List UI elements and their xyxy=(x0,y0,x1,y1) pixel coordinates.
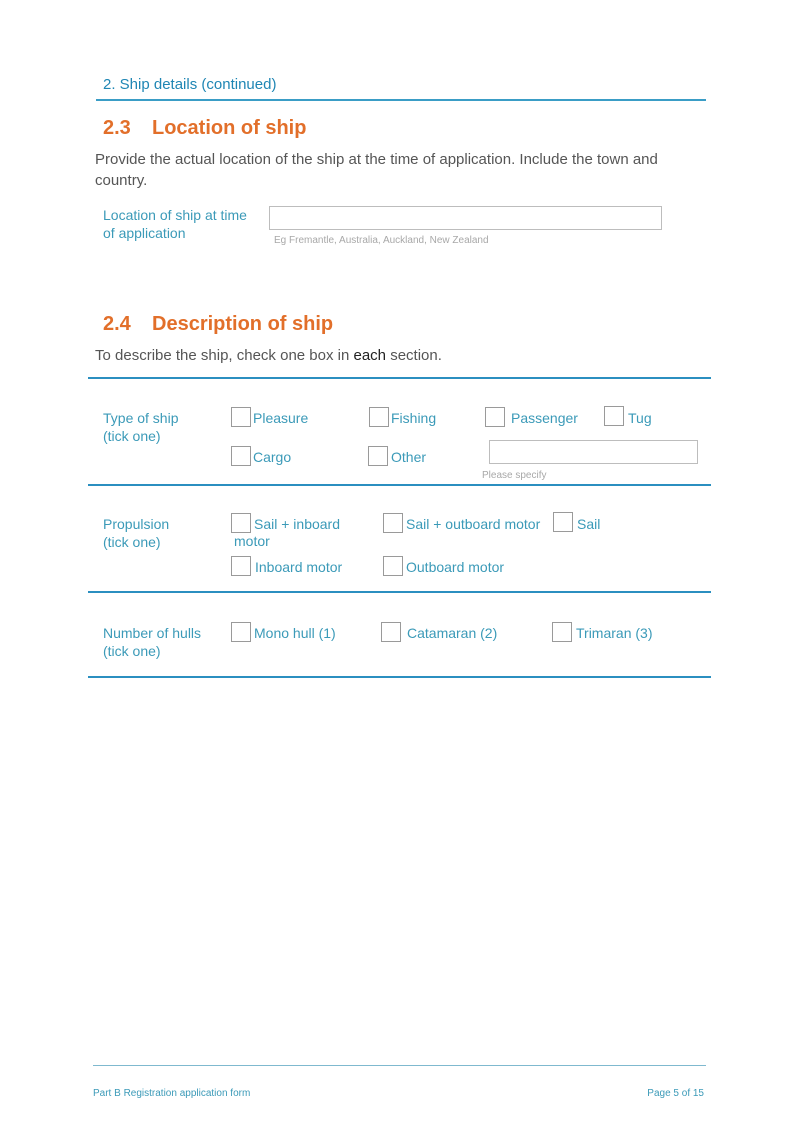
checkbox[interactable] xyxy=(381,622,401,642)
checkbox[interactable] xyxy=(231,446,251,466)
location-field-label xyxy=(103,206,247,242)
option-sail-inboard-wrap: motor xyxy=(234,533,270,549)
hulls-bottom-rule xyxy=(88,676,711,678)
intro-text: To describe the ship, check one box in xyxy=(95,347,354,364)
header-divider xyxy=(96,99,706,101)
propulsion-label-line2: (tick one) xyxy=(103,534,161,550)
location-heading xyxy=(103,117,306,140)
table-top-rule xyxy=(88,377,711,379)
option-pleasure[interactable] xyxy=(231,407,308,427)
type-of-ship-label xyxy=(103,409,179,445)
footer-divider xyxy=(93,1065,706,1066)
option-label: Sail xyxy=(577,516,601,532)
option-trimaran[interactable] xyxy=(552,622,653,642)
option-label: Sail + inboard xyxy=(254,516,341,532)
description-intro xyxy=(95,345,442,366)
hulls-label xyxy=(103,624,201,660)
option-inboard-motor[interactable] xyxy=(231,556,342,576)
checkbox[interactable] xyxy=(231,407,251,427)
checkbox[interactable] xyxy=(553,512,573,532)
option-label: Other xyxy=(391,449,427,465)
other-specify-input[interactable] xyxy=(489,440,698,464)
option-sail-outboard[interactable] xyxy=(383,513,540,533)
option-sail-inboard[interactable] xyxy=(231,513,340,533)
checkbox[interactable] xyxy=(231,513,251,533)
description-heading-title: Description of ship xyxy=(152,313,334,335)
location-hint: Eg Fremantle, Australia, Auckland, New Zealand xyxy=(274,235,489,246)
description-heading-number: 2.4 xyxy=(103,313,131,335)
option-label: Passenger xyxy=(511,410,578,426)
location-input[interactable] xyxy=(269,206,662,230)
hulls-label-line2: (tick one) xyxy=(103,643,161,659)
checkbox[interactable] xyxy=(383,513,403,533)
option-label: Sail + outboard motor xyxy=(406,516,541,532)
other-specify-hint: Please specify xyxy=(482,470,547,481)
option-label: Outboard motor xyxy=(406,559,505,575)
footer-form-name: Part B Registration application form xyxy=(93,1088,251,1099)
description-heading xyxy=(103,313,333,336)
propulsion-bottom-rule xyxy=(88,591,711,593)
checkbox[interactable] xyxy=(231,556,251,576)
type-label-line1: Type of ship xyxy=(103,410,179,426)
option-outboard-motor[interactable] xyxy=(383,556,504,576)
location-field-label-line1: Location of ship at time xyxy=(103,207,247,223)
option-label: Trimaran (3) xyxy=(576,625,653,641)
option-mono-hull[interactable] xyxy=(231,622,336,642)
option-label: Cargo xyxy=(253,449,292,465)
checkbox[interactable] xyxy=(485,407,505,427)
hulls-label-line1: Number of hulls xyxy=(103,625,202,641)
checkbox[interactable] xyxy=(383,556,403,576)
location-heading-title: Location of ship xyxy=(152,117,307,139)
type-bottom-rule xyxy=(88,484,711,486)
intro-text-end: section. xyxy=(386,347,442,364)
checkbox[interactable] xyxy=(552,622,572,642)
checkbox[interactable] xyxy=(604,406,624,426)
option-cargo[interactable] xyxy=(231,446,291,466)
propulsion-label-line1: Propulsion xyxy=(103,516,170,532)
location-heading-number: 2.3 xyxy=(103,117,131,139)
option-label: Mono hull (1) xyxy=(254,625,336,641)
option-label: Pleasure xyxy=(253,410,309,426)
location-description: Provide the actual location of the ship at the time of application. Include the town and country. xyxy=(95,151,658,189)
intro-emphasis: each xyxy=(353,347,387,364)
checkbox[interactable] xyxy=(369,407,389,427)
checkbox[interactable] xyxy=(368,446,388,466)
option-label: Inboard motor xyxy=(255,559,343,575)
location-field-label-line2: of application xyxy=(103,225,186,241)
option-label: Fishing xyxy=(391,410,437,426)
option-other[interactable] xyxy=(368,446,426,466)
option-fishing[interactable] xyxy=(369,407,436,427)
option-passenger[interactable] xyxy=(485,407,578,427)
section-header: 2. Ship details (continued) xyxy=(103,76,277,93)
option-tug[interactable] xyxy=(604,406,652,427)
option-label: Tug xyxy=(628,410,652,426)
type-label-line2: (tick one) xyxy=(103,428,161,444)
option-sail[interactable] xyxy=(553,512,600,533)
checkbox[interactable] xyxy=(231,622,251,642)
footer-page-number: Page 5 of 15 xyxy=(647,1088,704,1099)
propulsion-label xyxy=(103,515,169,551)
option-label: Catamaran (2) xyxy=(407,625,498,641)
option-catamaran[interactable] xyxy=(381,622,497,642)
